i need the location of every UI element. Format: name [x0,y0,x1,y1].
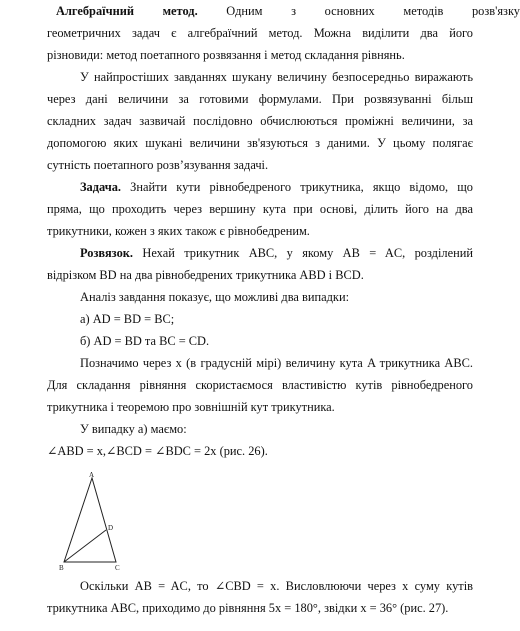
task-label: Задача. [80,180,121,194]
triangle-abc [64,478,116,562]
solution-line-4: Позначимо через x (в градусній мірі) величину кута A трикутника ABC. [80,356,473,370]
solution-line-3: Аналіз завдання показує, що можливі два випадки: [80,290,350,304]
section-title: Алгебраїчний метод. [56,4,198,18]
solution-line-1: Розвязок. Нехай трикутник ABC, у якому AB = AC, розділений [80,246,473,260]
task-line-2: пряма, що проходить через вершину кута при основі, ділить його на два [47,202,473,216]
solution-line-10: трикутника ABC, приходимо до рівняння 5x = 180°, звідки x = 36° (рис. 27). [47,601,449,615]
vertex-b-label: B [59,564,64,572]
segment-bd [64,530,106,562]
vertex-a-label: A [89,472,95,479]
paragraph-1-line-3: різновиди: метод поетапного розвязання і метод складання рівнянь. [47,48,405,62]
vertex-d-label: D [108,524,114,532]
angle-equation-line: ∠ABD = x,∠BCD = ∠BDC = 2x (рис. 26). [47,444,268,458]
case-b: б) AD = BD та BC = CD. [80,334,210,348]
solution-line-6: трикутника і теоремою про зовнішній кут трикутника. [47,400,335,414]
task-line-1: Задача. Знайти кути рівнобедреного трикутника, якщо відомо, що [80,180,473,194]
vertex-c-label: C [115,564,120,572]
paragraph-2-line-1: У найпростіших завданнях шукану величину безпосередньо виражають [80,70,473,84]
task-line-3: трикутники, кожен з яких також є рівнобедреним. [47,224,310,238]
solution-line-5: Для складання рівняння скористаємося властивістю кутів рівнобедреного [47,378,473,392]
triangle-figure [56,472,128,572]
solution-line-2: відрізком BD на два рівнобедрених трикутника ABD і BCD. [47,268,364,282]
solution-line-9: Оскільки AB = AC, то ∠CBD = x. Висловлюючи через x суму кутів [80,579,473,593]
paragraph-2-line-3: складних задач зазвичай послідовно обчислюються проміжні величини, за [47,114,473,128]
paragraph-2-line-2: через дані величини за готовими формулами. При розвязуванні більш [47,92,473,106]
paragraph-1-line-2: геометричних задач є алгебраїчний метод. Можна виділити два його [47,26,473,40]
paragraph-1-line-1: Алгебраїчний метод. Одним з основних методів розв'язку [56,4,520,18]
case-a: а) AD = BD = BC; [80,312,175,326]
paragraph-2-line-5: сутність поетапного розв’язування задачі. [47,158,269,172]
solution-label: Розвязок. [80,246,134,260]
solution-line-7: У випадку а) маємо: [80,422,187,436]
paragraph-2-line-4: допомогою яких шукані величини зв'язуються з даними. У цьому полягає [47,136,473,150]
